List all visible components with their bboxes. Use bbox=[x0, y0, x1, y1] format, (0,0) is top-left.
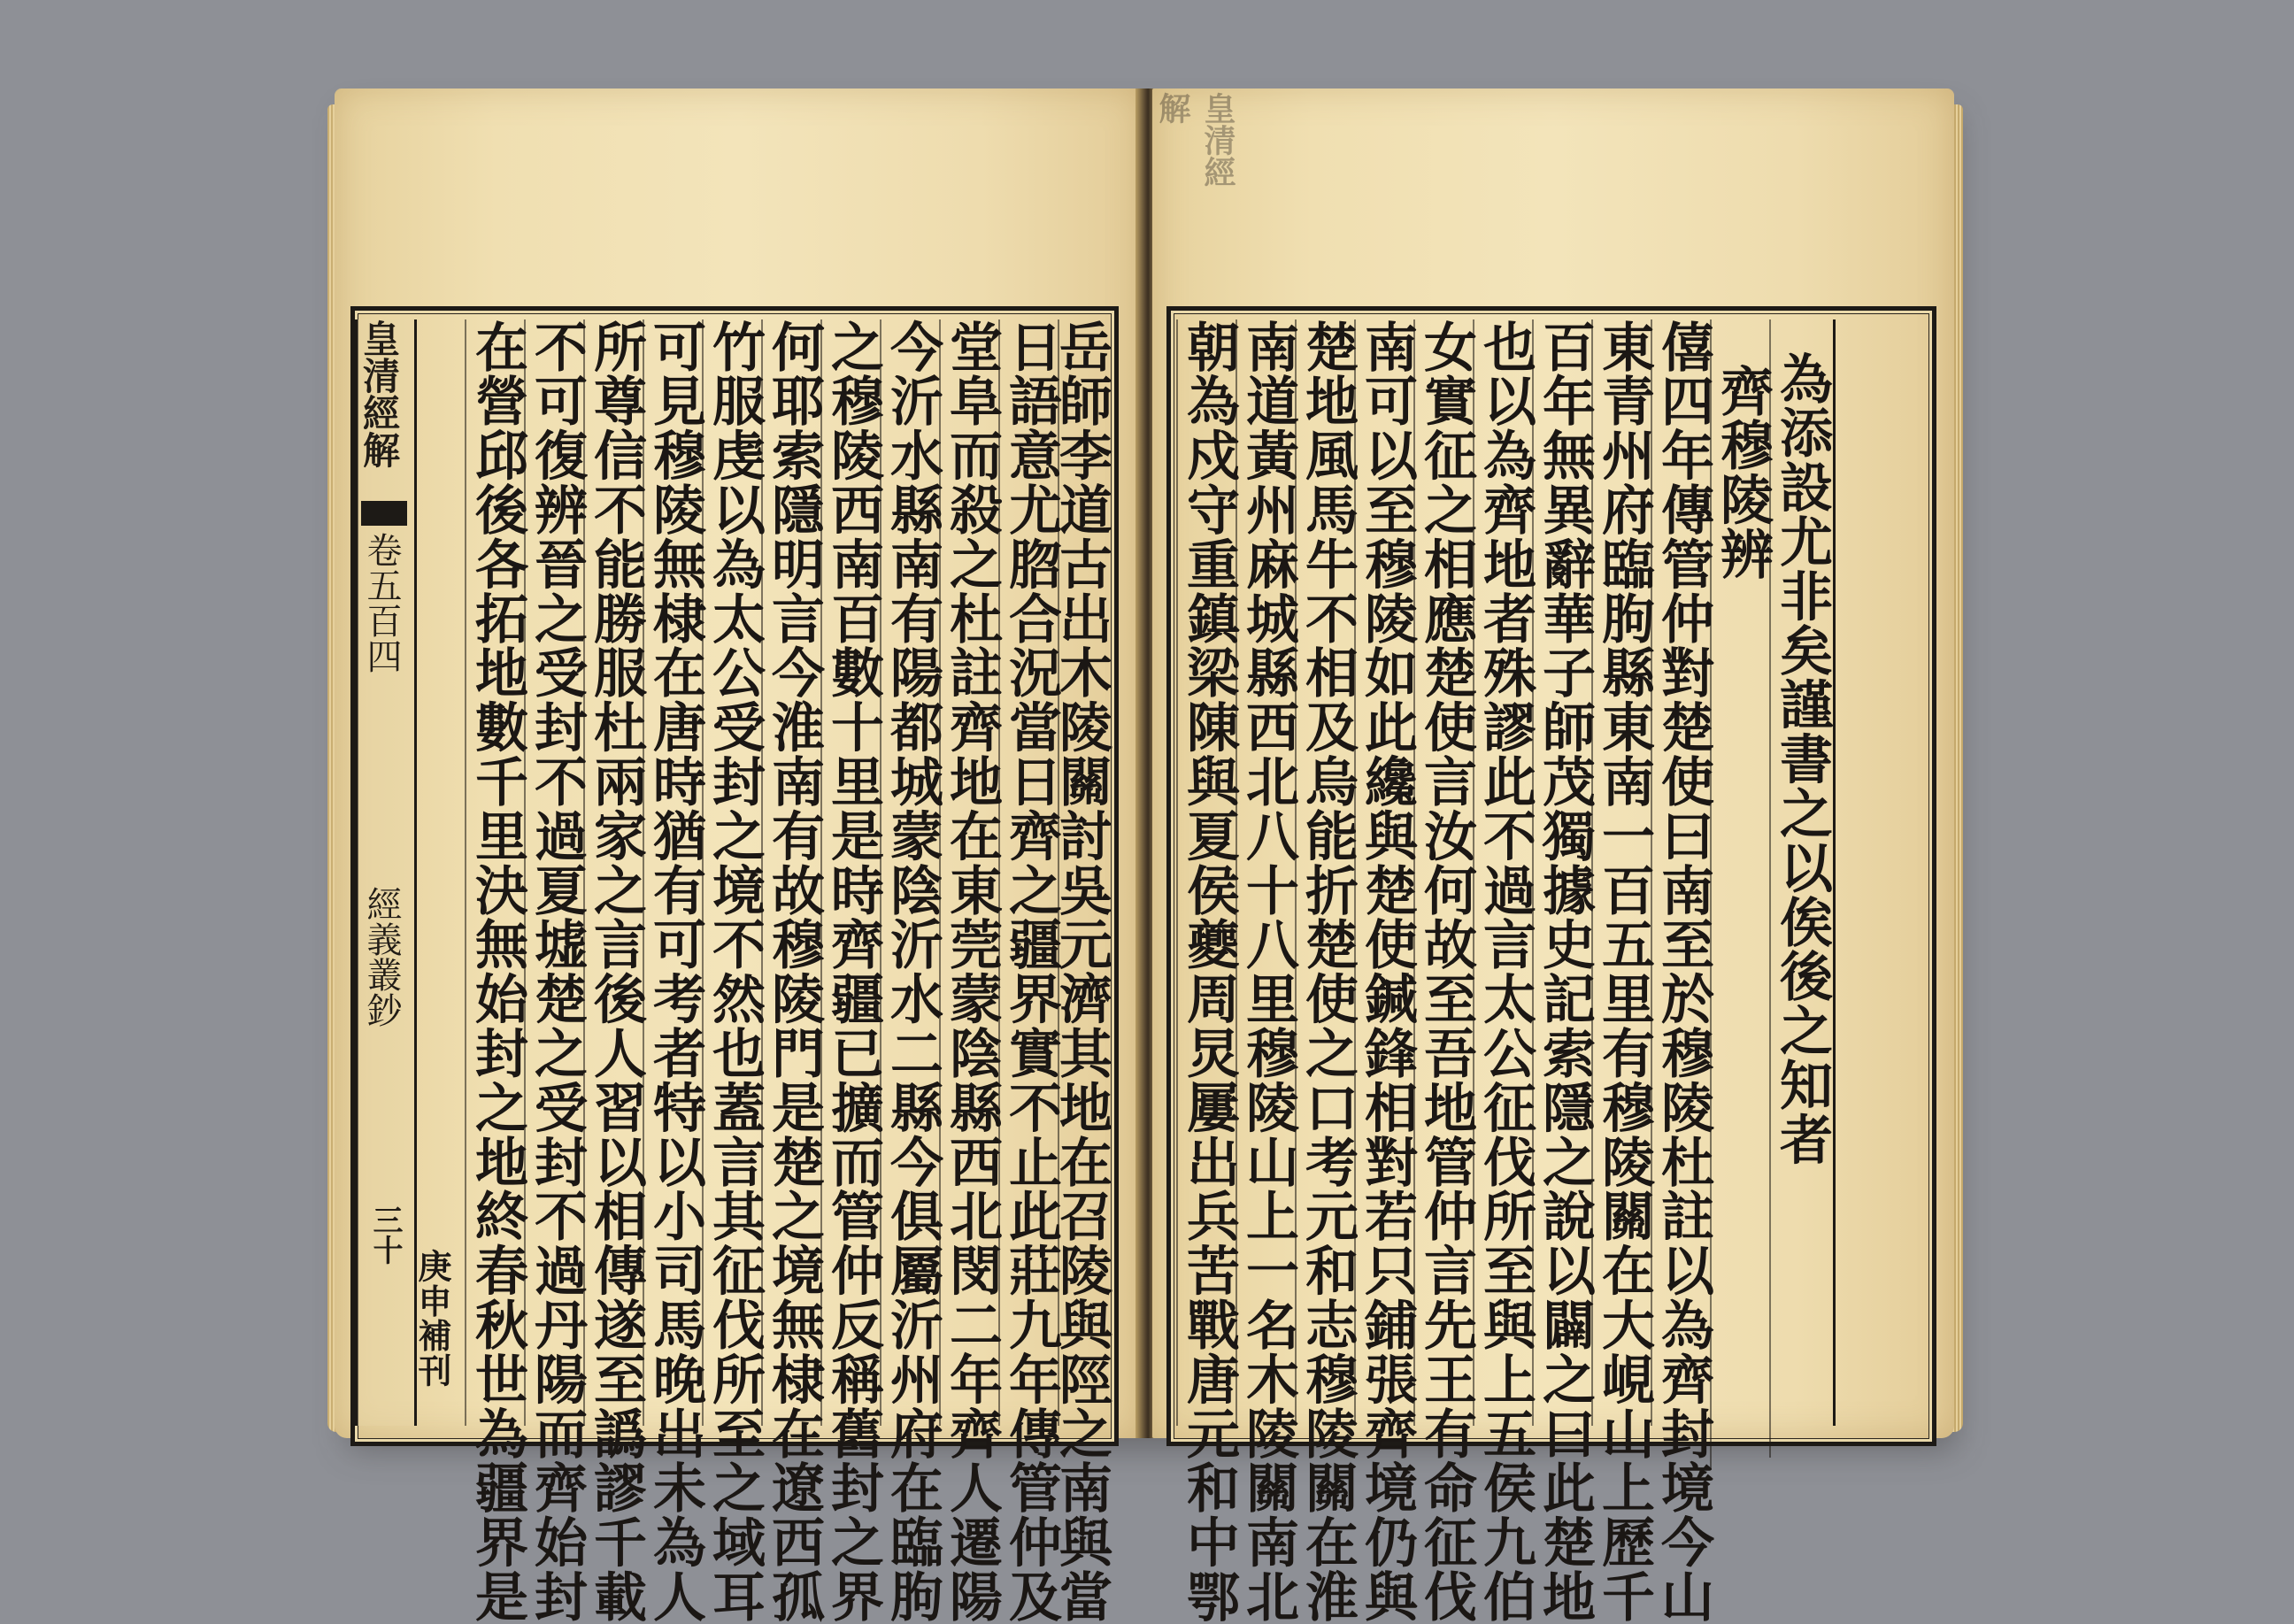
text-column: 竹服虔以為太公受封之境不然也蓋言其征伐所至之域耳 bbox=[704, 319, 766, 1624]
text-column: 所尊信不能勝服杜兩家之言後人習以相傳遂至譌謬千載 bbox=[585, 319, 647, 1624]
text-column: 為添設尤非矣謹書之以俟後之知者 bbox=[1769, 319, 1833, 1458]
edition-note: 庚申補刊 bbox=[412, 1249, 452, 1389]
bleed-through-title: 皇清經解 bbox=[1154, 92, 1236, 188]
text-column: 何耶索隱明言今淮南有故穆陵門是楚之境無棣在遼西孤 bbox=[763, 319, 825, 1624]
left-text-frame bbox=[350, 306, 1119, 1624]
text-column: 也以為齊地者殊謬此不過言太公征伐所至與上五侯九伯 bbox=[1474, 319, 1536, 1624]
fishtail-mark bbox=[361, 501, 407, 526]
banxin-volume: 卷五百四 bbox=[361, 532, 402, 673]
banxin-page-number: 三十 bbox=[367, 1205, 403, 1265]
text-column: 僖四年傳管仲對楚使曰南至於穆陵杜註以為齊封境今山 bbox=[1652, 319, 1714, 1624]
text-column: 東青州府臨朐縣東南一百五里有穆陵關在大峴山上歷千 bbox=[1593, 319, 1655, 1624]
text-column: 在營邱後各拓地數千里決無始封之地終春秋世為疆界是 bbox=[466, 319, 528, 1624]
text-column: 女實征之相應楚使言汝何故至吾地管仲言先王有命征伐 bbox=[1415, 319, 1477, 1624]
right-text-frame bbox=[1166, 306, 1936, 1624]
right-side-margin bbox=[1833, 319, 1921, 1426]
banxin-collection-title: 皇清經解 bbox=[358, 319, 401, 468]
text-column: 可見穆陵無棣在唐時猶有可考者特以小司馬晚出未為人 bbox=[644, 319, 706, 1624]
banxin-subtitle: 經義叢鈔 bbox=[361, 886, 402, 1028]
left-page bbox=[335, 89, 1142, 1624]
text-column: 堂阜而殺之杜註齊地在東莞蒙陰縣西北閔二年齊人遷陽 bbox=[941, 319, 1003, 1624]
text-column: 今沂水縣南有陽都城蒙陰沂水二縣今俱屬沂州府在臨朐 bbox=[881, 319, 943, 1624]
text-column: 日語意尤脗合況當日齊之疆界實不止此莊九年傳管仲及 bbox=[1000, 319, 1062, 1624]
text-column: 楚地風馬牛不相及烏能折楚使之口考元和志穆陵關在淮 bbox=[1297, 319, 1359, 1624]
text-column: 之穆陵西南百數十里是時齊疆已擴而管仲反稱舊封之界 bbox=[822, 319, 884, 1624]
text-column: 南道黃州麻城縣西北八十八里穆陵山上一名木陵關南北 bbox=[1237, 319, 1299, 1624]
text-column: 朝為戍守重鎮梁陳與夏侯夔周炅屢出兵苦戰唐元和中鄂 bbox=[1178, 319, 1240, 1624]
section-heading: 齊穆陵辨 bbox=[1710, 319, 1774, 1470]
text-column: 岳師李道古出木陵關討吳元濟其地在召陵與陘之南與當 bbox=[1051, 319, 1112, 1624]
text-column: 南可以至穆陵如此纔與楚使鍼鋒相對若只鋪張齊境仍與 bbox=[1356, 319, 1418, 1624]
text-column: 不可復辨晉之受封不過夏墟楚之受封不過丹陽而齊始封 bbox=[526, 319, 588, 1624]
open-book bbox=[335, 89, 1954, 1624]
text-column: 百年無異辭華子師茂獨據史記索隱之說以闢之曰此楚地 bbox=[1534, 319, 1596, 1624]
right-page bbox=[1152, 89, 1954, 1624]
